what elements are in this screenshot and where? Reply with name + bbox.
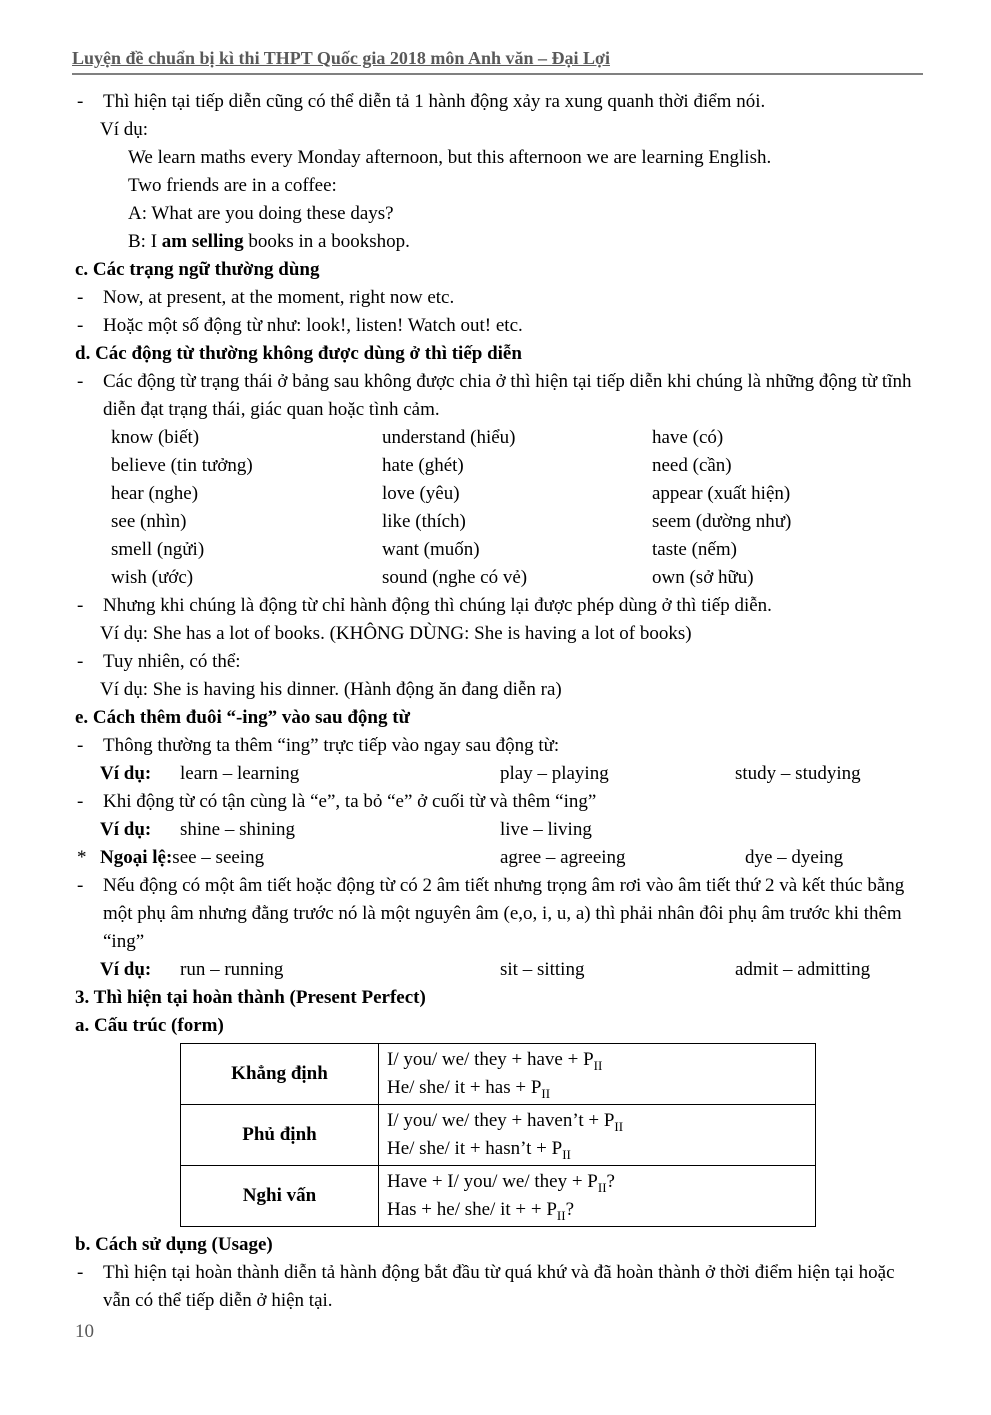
example-item: play – playing — [500, 763, 609, 784]
example-item: admit – admitting — [735, 959, 871, 980]
example-sentence: Ví dụ: She has a lot of books. (KHÔNG DÙNG: She is having a lot of books) — [100, 623, 692, 644]
verb-item: taste (nếm) — [652, 539, 737, 560]
verb-item: understand (hiểu) — [382, 427, 516, 448]
verb-item: like (thích) — [382, 511, 466, 532]
example-sentence: Two friends are in a coffee: — [128, 175, 337, 196]
table-row-label: Nghi vấn — [181, 1166, 379, 1227]
formula-text: He/ she/ it + has + P — [387, 1077, 542, 1098]
ing-example-row — [75, 816, 925, 844]
bullet-dash: - — [77, 371, 84, 392]
verb-item: wish (ước) — [111, 567, 194, 588]
formula-subscript: II — [556, 1207, 566, 1223]
formula-text: I/ you/ we/ they + haven’t + P — [387, 1110, 615, 1131]
bullet-dash: - — [77, 651, 84, 672]
table-row — [181, 1044, 816, 1105]
example-item: learn – learning — [180, 763, 300, 784]
formula-line — [387, 1046, 809, 1074]
ing-example-row — [75, 760, 925, 788]
formula-subscript: II — [541, 1085, 551, 1101]
ing-example-row — [75, 956, 925, 984]
table-row-forms — [379, 1105, 816, 1166]
example-sentence: We learn maths every Monday afternoon, but this afternoon we are learning English. — [128, 147, 772, 168]
page-number: 10 — [75, 1321, 94, 1342]
formula-text: He/ she/ it + hasn’t + P — [387, 1138, 563, 1159]
bullet-line — [75, 732, 925, 760]
verb-item: own (sở hữu) — [652, 567, 754, 588]
example-item — [735, 816, 925, 844]
verb-item: see (nhìn) — [111, 511, 187, 532]
example-sentence: Ví dụ: She is having his dinner. (Hành động ăn đang diễn ra) — [100, 679, 562, 700]
header-title: Luyện đề chuẩn bị kì thi THPT Quốc gia 2018 môn Anh văn – Đại Lợi — [72, 48, 610, 68]
table-row-forms — [379, 1044, 816, 1105]
formula-line — [387, 1168, 809, 1196]
example-item: shine – shining — [180, 819, 296, 840]
example-text-post: books in a bookshop. — [243, 231, 410, 252]
verb-item: know (biết) — [111, 427, 200, 448]
verb-item: believe (tin tưởng) — [111, 455, 253, 476]
bullet-line — [75, 88, 925, 116]
verb-table-row — [75, 452, 925, 480]
formula-suffix: ? — [606, 1171, 615, 1192]
page-header — [72, 46, 923, 75]
example-sentence — [75, 228, 925, 256]
formula-line — [387, 1196, 809, 1224]
star-marker: * — [77, 847, 87, 868]
bullet-line — [75, 872, 925, 956]
bullet-line — [75, 312, 925, 340]
example-item: run – running — [180, 959, 284, 980]
paragraph-text: Tuy nhiên, có thể: — [103, 651, 241, 672]
formula-subscript: II — [614, 1118, 624, 1134]
present-perfect-table — [180, 1043, 816, 1227]
verb-table-row — [75, 480, 925, 508]
paragraph-text: Thì hiện tại hoàn thành diễn tả hành động bắt đầu từ quá khứ và đã hoàn thành ở thời điểm hiện tại hoặc vẫn có thể tiếp diễn ở hiện tại. — [103, 1262, 895, 1311]
verb-item: hate (ghét) — [382, 455, 464, 476]
example-item: see – seeing — [172, 847, 265, 868]
table-row-forms — [379, 1166, 816, 1227]
bullet-line — [75, 1259, 925, 1315]
exception-row — [75, 844, 925, 872]
paragraph-text: Các động từ trạng thái ở bảng sau không được chia ở thì hiện tại tiếp diễn khi chúng là những động từ tĩnh diễn đạt trạng thái, giác quan hoặc tình cảm. — [103, 371, 912, 420]
paragraph-text: Nhưng khi chúng là động từ chỉ hành động thì chúng lại được phép dùng ở thì tiếp diễn. — [103, 595, 772, 616]
bullet-dash: - — [77, 287, 84, 308]
bullet-dash: - — [77, 315, 84, 336]
formula-subscript: II — [593, 1057, 603, 1073]
bullet-line — [75, 284, 925, 312]
paragraph-text: Thông thường ta thêm “ing” trực tiếp vào ngay sau động từ: — [103, 735, 560, 756]
formula-subscript: II — [597, 1179, 607, 1195]
paragraph-text: Now, at present, at the moment, right now etc. — [103, 287, 455, 308]
verb-item: sound (nghe có vẻ) — [382, 567, 528, 588]
paragraph-text: Hoặc một số động từ như: look!, listen! Watch out! etc. — [103, 315, 523, 336]
formula-text: Have + I/ you/ we/ they + P — [387, 1171, 598, 1192]
bullet-line — [75, 788, 925, 816]
formula-line — [387, 1107, 809, 1135]
example-item: sit – sitting — [500, 959, 585, 980]
bullet-line — [75, 592, 925, 620]
section-heading-b: b. Cách sử dụng (Usage) — [75, 1234, 273, 1255]
formula-subscript: II — [562, 1146, 571, 1162]
table-row — [181, 1105, 816, 1166]
table-row-label: Phủ định — [181, 1105, 379, 1166]
verb-item: have (có) — [652, 427, 724, 448]
bullet-dash: - — [77, 875, 84, 896]
example-text-bold: am selling — [161, 231, 244, 252]
example-item: live – living — [500, 819, 592, 840]
paragraph-text: Thì hiện tại tiếp diễn cũng có thể diễn tả 1 hành động xảy ra xung quanh thời điểm nói. — [103, 91, 766, 112]
example-intro: Ví dụ: — [100, 119, 149, 140]
section-heading-a: a. Cấu trúc (form) — [75, 1015, 224, 1036]
formula-text: Has + he/ she/ it + + P — [387, 1199, 557, 1220]
table-row — [181, 1166, 816, 1227]
bullet-dash: - — [77, 595, 84, 616]
example-sentence: A: What are you doing these days? — [128, 203, 394, 224]
paragraph-text: Nếu động có một âm tiết hoặc động từ có 2 âm tiết nhưng trọng âm rơi vào âm tiết thứ 2 và kết thúc bằng một phụ âm nhưng đằng trước nó là một nguyên âm (e,o, i, u, a) thì phải nhân đôi phụ âm trước khi thêm “ing” — [103, 875, 905, 952]
verb-table-row — [75, 424, 925, 452]
verb-item: appear (xuất hiện) — [652, 483, 791, 504]
verb-table-row — [75, 564, 925, 592]
verb-item: want (muốn) — [382, 539, 480, 560]
bullet-dash: - — [77, 1262, 84, 1283]
example-item: study – studying — [735, 763, 861, 784]
formula-line — [387, 1135, 809, 1163]
example-label: Ví dụ: — [100, 819, 152, 840]
paragraph-text: Khi động từ có tận cùng là “e”, ta bỏ “e” ở cuối từ và thêm “ing” — [103, 791, 597, 812]
formula-suffix: ? — [565, 1199, 574, 1220]
example-label: Ví dụ: — [100, 763, 152, 784]
table-row-label: Khẳng định — [181, 1044, 379, 1105]
bullet-line — [75, 368, 925, 424]
verb-table-row — [75, 508, 925, 536]
verb-item: need (cần) — [652, 455, 732, 476]
example-text-pre: B: I — [128, 231, 162, 252]
exception-group — [100, 844, 500, 872]
verb-table-row — [75, 536, 925, 564]
verb-item: love (yêu) — [382, 483, 460, 504]
exception-label: Ngoại lệ: — [100, 847, 173, 868]
document-content — [75, 88, 925, 1315]
bullet-line — [75, 648, 925, 676]
section-heading-d: d. Các động từ thường không được dùng ở thì tiếp diễn — [75, 343, 522, 364]
bullet-dash: - — [77, 791, 84, 812]
example-label: Ví dụ: — [100, 959, 152, 980]
bullet-dash: - — [77, 735, 84, 756]
section-heading-3: 3. Thì hiện tại hoàn thành (Present Perfect) — [75, 987, 426, 1008]
section-heading-e: e. Cách thêm đuôi “-ing” vào sau động từ — [75, 707, 410, 728]
formula-text: I/ you/ we/ they + have + P — [387, 1049, 594, 1070]
verb-item: hear (nghe) — [111, 483, 199, 504]
example-item: dye – dyeing — [745, 847, 844, 868]
bullet-dash: - — [77, 91, 84, 112]
verb-item: seem (dường như) — [652, 511, 792, 532]
formula-line — [387, 1074, 809, 1102]
section-heading-c: c. Các trạng ngữ thường dùng — [75, 259, 320, 280]
verb-item: smell (ngửi) — [111, 539, 205, 560]
example-item: agree – agreeing — [500, 847, 626, 868]
